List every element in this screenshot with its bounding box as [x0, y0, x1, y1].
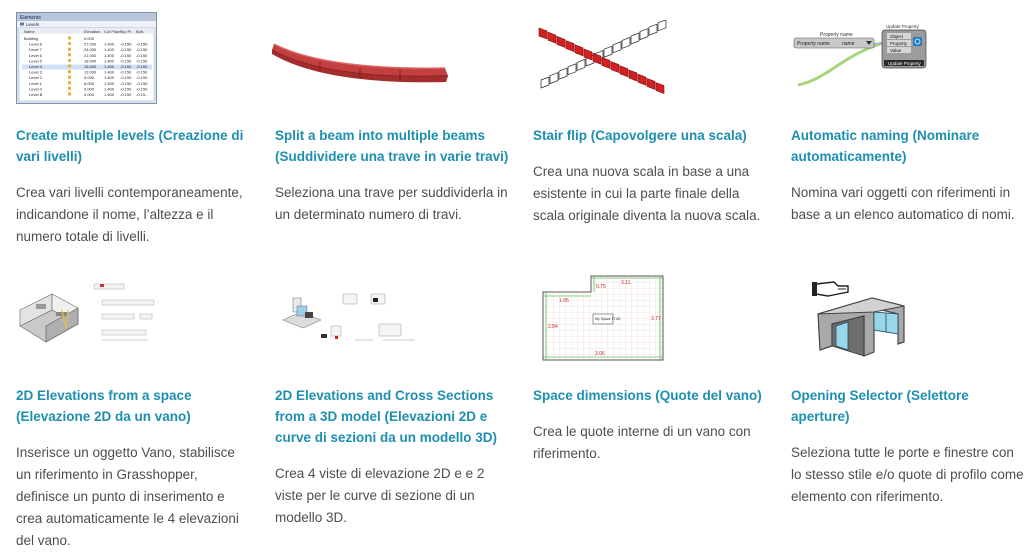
levels-cell: -0.150	[120, 52, 132, 58]
levels-cell: 6.000	[84, 80, 95, 86]
card-title-automatic-naming[interactable]: Automatic naming (Nominare automaticamente)	[791, 128, 980, 164]
levels-cell: 24.000	[84, 47, 97, 53]
level-visibility-icon	[68, 65, 71, 68]
levels-cell: 1.400	[104, 52, 115, 58]
levels-cell: 15.000	[84, 64, 97, 69]
card-title-space-dimensions[interactable]: Space dimensions (Quote del vano)	[533, 388, 762, 403]
levels-cell: -0.150	[136, 52, 148, 58]
levels-cell: Level 2	[29, 75, 42, 81]
levels-cell: -0.150	[120, 80, 132, 86]
levels-cell: 0.000	[84, 92, 95, 97]
card-2d-elevations-cross-sections	[275, 385, 511, 529]
levels-cell: -0.150	[120, 41, 132, 47]
level-visibility-icon	[68, 42, 71, 45]
card-title-2d-elevations-cross-sections[interactable]: 2D Elevations and Cross Sections from a 3D model (Elevazioni 2D e curve di sezioni da un modello 3D)	[275, 388, 498, 445]
grasshopper-nodes-thumbnail	[790, 20, 930, 90]
stair-step-red	[548, 32, 556, 43]
card-description: Crea vari livelli contemporaneamente, indicandone il nome, l’altezza e il numero totale di livelli.	[16, 185, 243, 244]
stair-step-red	[566, 41, 574, 52]
stair-flip-thumbnail	[535, 20, 675, 102]
node-title: Update Property	[886, 24, 919, 29]
card-description: Seleziona una trave per suddividerla in un determinato numero di travi.	[275, 185, 508, 222]
levels-cell: 1.400	[104, 86, 115, 92]
levels-col-header: Name	[24, 29, 35, 34]
levels-cell: Level 3	[29, 69, 42, 75]
stair-step-white	[640, 29, 648, 40]
node-footer: Update Property	[888, 61, 921, 66]
levels-col-header: Top Pl.	[120, 29, 133, 34]
card-description: Crea 4 viste di elevazione 2D e e 2 viste per le curve di sezione di un modello 3D.	[275, 466, 485, 525]
levels-cell: -0.150	[136, 41, 148, 47]
levels-cell: -0.150	[136, 58, 148, 64]
card-create-multiple-levels	[16, 125, 252, 248]
stair-step-red	[602, 57, 610, 68]
stair-step-red	[620, 66, 628, 77]
card-description: Crea una nuova scala in base a una esistente in cui la parte finale della scala originale diventa la nuova scala.	[533, 164, 761, 223]
dim-bottom: 3.06	[595, 351, 605, 357]
stair-step-white	[622, 37, 630, 48]
levels-cell: 1.400	[104, 75, 115, 81]
levels-cell: Building	[24, 36, 39, 41]
levels-cell: -0.150	[120, 47, 132, 53]
levels-col-header: Bott.	[136, 29, 145, 34]
levels-cell: Level 6	[29, 52, 42, 58]
levels-window-title: Elements	[20, 15, 41, 21]
card-title-2d-elevations-space[interactable]: 2D Elevations from a space (Elevazione 2D da un vano)	[16, 388, 192, 424]
level-visibility-icon	[68, 87, 71, 90]
levels-cell: -0.150	[136, 80, 148, 86]
card-stair-flip	[533, 125, 769, 227]
dim-right: 3.77	[651, 316, 661, 322]
dim-small: 0.75	[596, 284, 606, 290]
levels-cell: -0.150	[120, 86, 132, 92]
levels-cell: 0.000	[84, 36, 95, 41]
node-port-object: Object	[890, 34, 904, 39]
stair-step-white	[541, 77, 549, 88]
levels-cell: 1.400	[104, 64, 115, 69]
levels-cell: -0.150	[120, 75, 132, 81]
levels-cell: -0.150	[136, 86, 148, 92]
levels-cell: -0.150	[120, 69, 132, 75]
levels-cell: 3.000	[84, 86, 95, 92]
pointing-hand-icon	[812, 282, 848, 296]
stair-step-white	[658, 20, 666, 31]
card-description: Seleziona tutte le porte e finestre con lo stesso stile e/o quote di profilo come elemento con riferimento.	[791, 445, 1024, 504]
levels-cell: Level 4	[29, 64, 42, 69]
levels-cell: 1.400	[104, 80, 115, 86]
levels-cell: 1.400	[104, 92, 115, 97]
card-description: Crea le quote interne di un vano con riferimento.	[533, 424, 751, 461]
stair-step-red	[629, 70, 637, 81]
card-title-split-beam[interactable]: Split a beam into multiple beams (Suddividere una trave in varie travi)	[275, 128, 509, 164]
card-2d-elevations-space	[16, 385, 252, 552]
card-description: Nomina vari oggetti con riferimenti in base a un elenco automatico di nomi.	[791, 185, 1015, 222]
stair-step-white	[613, 42, 621, 53]
levels-cell: 9.000	[84, 75, 95, 81]
levels-cell: -0.150	[120, 64, 132, 69]
levels-cell: 1.400	[104, 47, 115, 53]
levels-cell: 21.000	[84, 52, 97, 58]
stair-step-white	[568, 64, 576, 75]
node-input-label: Property name	[820, 32, 853, 38]
card-opening-selector	[791, 385, 1024, 508]
level-visibility-icon	[68, 48, 71, 51]
levels-cell: Level 8	[29, 41, 42, 47]
stair-step-white	[631, 33, 639, 44]
stair-step-white	[550, 73, 558, 84]
stair-step-red	[557, 36, 565, 47]
stair-step-red	[539, 28, 547, 39]
levels-cell: -0.150	[136, 47, 148, 53]
stair-step-white	[577, 59, 585, 70]
stair-step-white	[559, 68, 567, 79]
levels-cell: 1.400	[104, 69, 115, 75]
node-input-value: name	[842, 41, 855, 47]
dim-left-top: 1.95	[559, 298, 569, 304]
levels-cell: 12.000	[84, 69, 97, 75]
stair-step-red	[638, 74, 646, 85]
levels-cell: Level 1	[29, 80, 42, 86]
node-port-value: Value	[890, 48, 902, 53]
level-visibility-icon	[68, 76, 71, 79]
model-sections-thumbnail	[275, 290, 425, 350]
card-description: Inserisce un oggetto Vano, stabilisce un riferimento in Grasshopper, definisce un punto di inserimento e crea automaticamente le 4 elevazioni del vano.	[16, 445, 239, 548]
node-port-property: Property	[890, 41, 908, 46]
levels-col-header: Cut Plane	[104, 29, 122, 34]
card-title-create-multiple-levels[interactable]: Create multiple levels (Creazione di vari livelli)	[16, 128, 244, 164]
levels-cell: Level B	[29, 92, 43, 97]
space-elevations-thumbnail	[16, 280, 156, 352]
dim-top: 3.11	[621, 280, 631, 286]
stair-step-white	[604, 46, 612, 57]
stair-step-red	[647, 78, 655, 89]
levels-cell: -0.150	[136, 75, 148, 81]
stair-step-red	[611, 62, 619, 73]
levels-tree-root: Levels	[26, 22, 40, 27]
stair-step-red	[584, 49, 592, 60]
levels-cell: -0.150	[120, 92, 132, 97]
levels-cell: Level 0	[29, 86, 42, 92]
card-automatic-naming	[791, 125, 1024, 226]
dim-left: 2.84	[548, 324, 558, 330]
levels-cell: Level 7	[29, 47, 42, 53]
space-dimensions-thumbnail	[535, 270, 670, 365]
node-input-label-text: Property name	[797, 41, 830, 47]
stair-step-red	[656, 83, 664, 94]
levels-cell: -0.150	[136, 64, 148, 69]
levels-col-header: Elevation	[84, 29, 101, 34]
levels-cell: 18.000	[84, 58, 97, 64]
levels-table-thumbnail	[16, 12, 157, 104]
curved-beam-thumbnail	[270, 10, 450, 94]
level-visibility-icon	[68, 81, 71, 84]
levels-cell: 1.400	[104, 58, 115, 64]
stair-step-white	[649, 24, 657, 35]
card-title-opening-selector[interactable]: Opening Selector (Selettore aperture)	[791, 388, 969, 424]
opening-selector-thumbnail	[812, 272, 912, 358]
level-visibility-icon	[68, 93, 71, 96]
levels-cell: 1.400	[104, 41, 115, 47]
level-visibility-icon	[68, 53, 71, 56]
space-label: My Space 17.60	[595, 317, 621, 321]
stair-step-red	[575, 45, 583, 56]
levels-cell: -0.15...	[136, 92, 149, 97]
levels-cell: 27.000	[84, 41, 97, 47]
levels-cell: Level 5	[29, 58, 42, 64]
levels-cell: -0.150	[136, 69, 148, 75]
level-visibility-icon	[68, 37, 71, 40]
levels-cell: -0.150	[120, 58, 132, 64]
card-space-dimensions	[533, 385, 769, 465]
level-visibility-icon	[68, 70, 71, 73]
card-title-stair-flip[interactable]: Stair flip (Capovolgere una scala)	[533, 128, 747, 143]
level-visibility-icon	[68, 59, 71, 62]
card-split-beam	[275, 125, 511, 226]
